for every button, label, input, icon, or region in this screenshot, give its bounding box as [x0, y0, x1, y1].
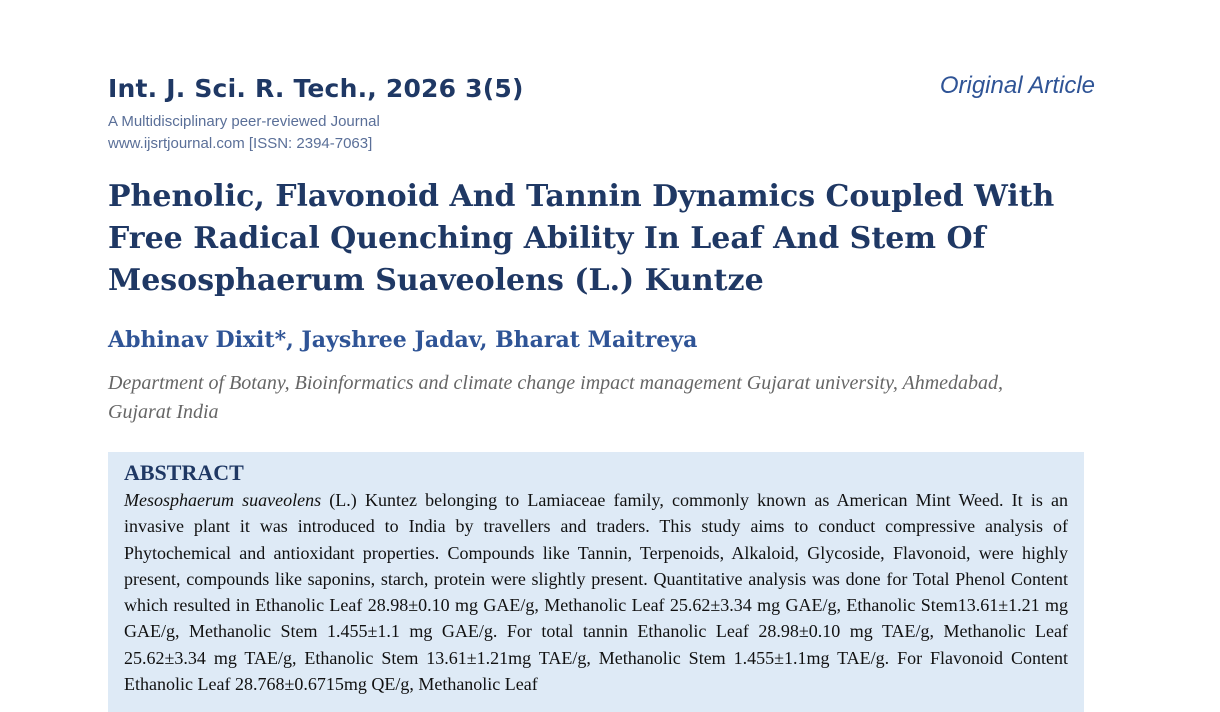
paper-authors: Abhinav Dixit*, Jayshree Jadav, Bharat Maitreya	[108, 327, 698, 353]
abstract-text: (L.) Kuntez belonging to Lamiaceae family, commonly known as American Mint Weed. It is an invasive plant it was introduced to India by travellers and traders. This study aims to conduct compressive analysis of Phytochemical and antioxidant properties. Compounds like Tannin, Terpenoids, Alkaloid, Glycoside, Flavonoid, were highly present, compounds like saponins, starch, protein were slightly present. Quantitative analysis was done for Total Phenol Content which resulted in Ethanolic Leaf 28.98±0.10 mg GAE/g, Methanolic Leaf 25.62±3.34 mg GAE/g, Ethanolic Stem13.61±1.21 mg GAE/g, Methanolic Stem 1.455±1.1 mg GAE/g. For total tannin Ethanolic Leaf 28.98±0.10 mg TAE/g, Methanolic Leaf 25.62±3.34 mg TAE/g, Ethanolic Stem 13.61±1.21mg TAE/g, Methanolic Stem 1.455±1.1mg TAE/g. For Flavonoid Content Ethanolic Leaf 28.768±0.6715mg QE/g, Methanolic Leaf	[124, 490, 1069, 695]
paper-title: Phenolic, Flavonoid And Tannin Dynamics Coupled With Free Radical Quenching Ability In Leaf And Stem Of Mesosphaerum Suaveolens (L.) Kuntze	[108, 179, 1055, 298]
abstract-body	[124, 487, 1068, 697]
abstract-section	[108, 452, 1084, 712]
journal-citation: Int. J. Sci. R. Tech., 2026 3(5)	[108, 74, 524, 103]
article-type-label: Original Article	[939, 72, 1095, 99]
journal-subtitle: A Multidisciplinary peer-reviewed Journal	[108, 113, 380, 130]
journal-website: www.ijsrtjournal.com [ISSN: 2394-7063]	[108, 135, 373, 152]
species-name: Mesosphaerum suaveolens	[124, 490, 322, 510]
author-affiliation: Department of Botany, Bioinformatics and climate change impact management Gujarat university, Ahmedabad, Gujarat India	[108, 372, 1004, 423]
abstract-heading: ABSTRACT	[124, 460, 244, 485]
